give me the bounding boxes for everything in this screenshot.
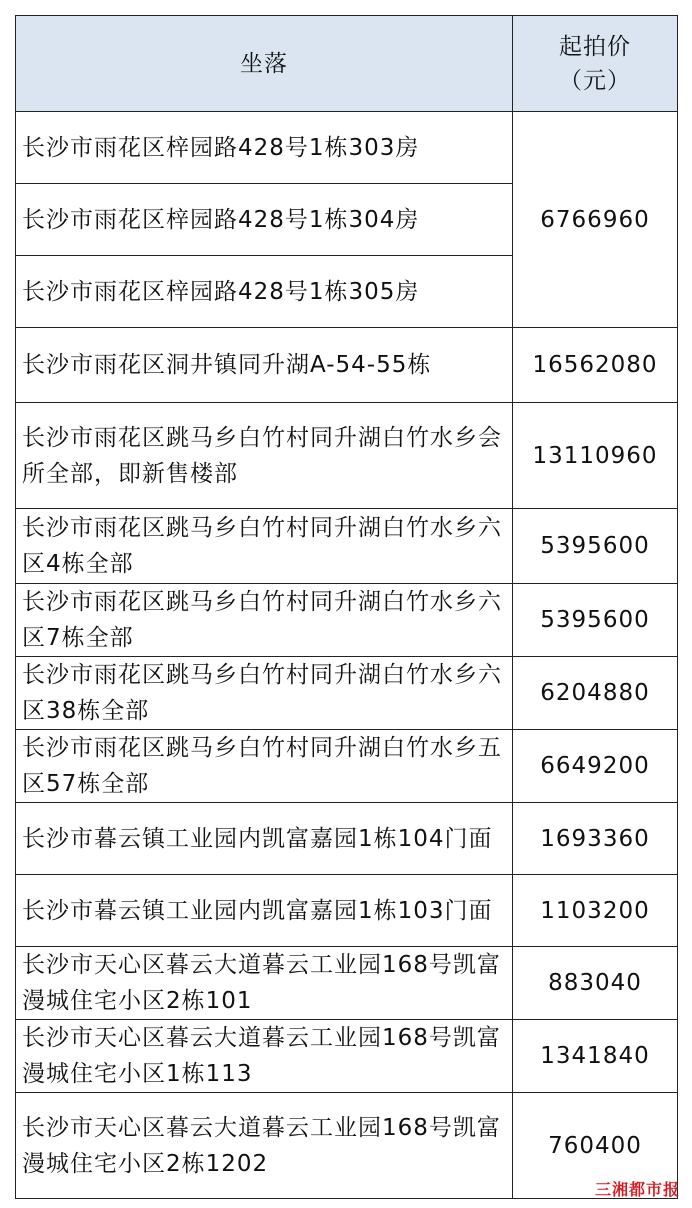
location-cell: 长沙市雨花区梓园路428号1栋303房 — [16, 112, 513, 184]
table-row — [16, 803, 678, 875]
start-price-cell: 6649200 — [513, 730, 678, 803]
location-cell: 长沙市天心区暮云大道暮云工业园168号凯富漫城住宅小区1栋113 — [16, 1020, 513, 1093]
start-price-cell: 16562080 — [513, 328, 678, 403]
start-price-cell: 1693360 — [513, 803, 678, 875]
start-price-cell: 5395600 — [513, 584, 678, 657]
start-price-cell: 5395600 — [513, 509, 678, 584]
header-start-price — [513, 16, 678, 112]
auction-table — [15, 15, 678, 1199]
table-row — [16, 1020, 678, 1093]
table-row — [16, 328, 678, 403]
table-row — [16, 947, 678, 1020]
table-row — [16, 112, 678, 184]
location-cell: 长沙市雨花区洞井镇同升湖A-54-55栋 — [16, 328, 513, 403]
start-price-cell: 13110960 — [513, 403, 678, 509]
start-price-cell: 1103200 — [513, 875, 678, 947]
table-row — [16, 1093, 678, 1199]
location-cell: 长沙市雨花区跳马乡白竹村同升湖白竹水乡会所全部，即新售楼部 — [16, 403, 513, 509]
start-price-cell: 1341840 — [513, 1020, 678, 1093]
table-row — [16, 584, 678, 657]
table-header-row — [16, 16, 678, 112]
location-cell: 长沙市天心区暮云大道暮云工业园168号凯富漫城住宅小区2栋1202 — [16, 1093, 513, 1199]
location-cell: 长沙市暮云镇工业园内凯富嘉园1栋104门面 — [16, 803, 513, 875]
header-price-unit: （元） — [559, 67, 631, 94]
table-body — [16, 112, 678, 1199]
start-price-cell: 6766960 — [513, 112, 678, 328]
header-location: 坐落 — [16, 16, 513, 112]
location-cell: 长沙市暮云镇工业园内凯富嘉园1栋103门面 — [16, 875, 513, 947]
newspaper-logo: 三湘都市报 — [594, 1180, 680, 1199]
table-row — [16, 403, 678, 509]
start-price-cell: 760400 — [513, 1093, 678, 1199]
start-price-cell: 883040 — [513, 947, 678, 1020]
location-cell: 长沙市雨花区梓园路428号1栋304房 — [16, 184, 513, 256]
table-row — [16, 509, 678, 584]
header-price-label: 起拍价 — [559, 33, 631, 60]
location-cell: 长沙市雨花区梓园路428号1栋305房 — [16, 256, 513, 328]
location-cell: 长沙市雨花区跳马乡白竹村同升湖白竹水乡六区4栋全部 — [16, 509, 513, 584]
table-row — [16, 875, 678, 947]
location-cell: 长沙市雨花区跳马乡白竹村同升湖白竹水乡五区57栋全部 — [16, 730, 513, 803]
table-row — [16, 657, 678, 730]
location-cell: 长沙市雨花区跳马乡白竹村同升湖白竹水乡六区7栋全部 — [16, 584, 513, 657]
start-price-cell: 6204880 — [513, 657, 678, 730]
location-cell: 长沙市天心区暮云大道暮云工业园168号凯富漫城住宅小区2栋101 — [16, 947, 513, 1020]
table-row — [16, 730, 678, 803]
location-cell: 长沙市雨花区跳马乡白竹村同升湖白竹水乡六区38栋全部 — [16, 657, 513, 730]
